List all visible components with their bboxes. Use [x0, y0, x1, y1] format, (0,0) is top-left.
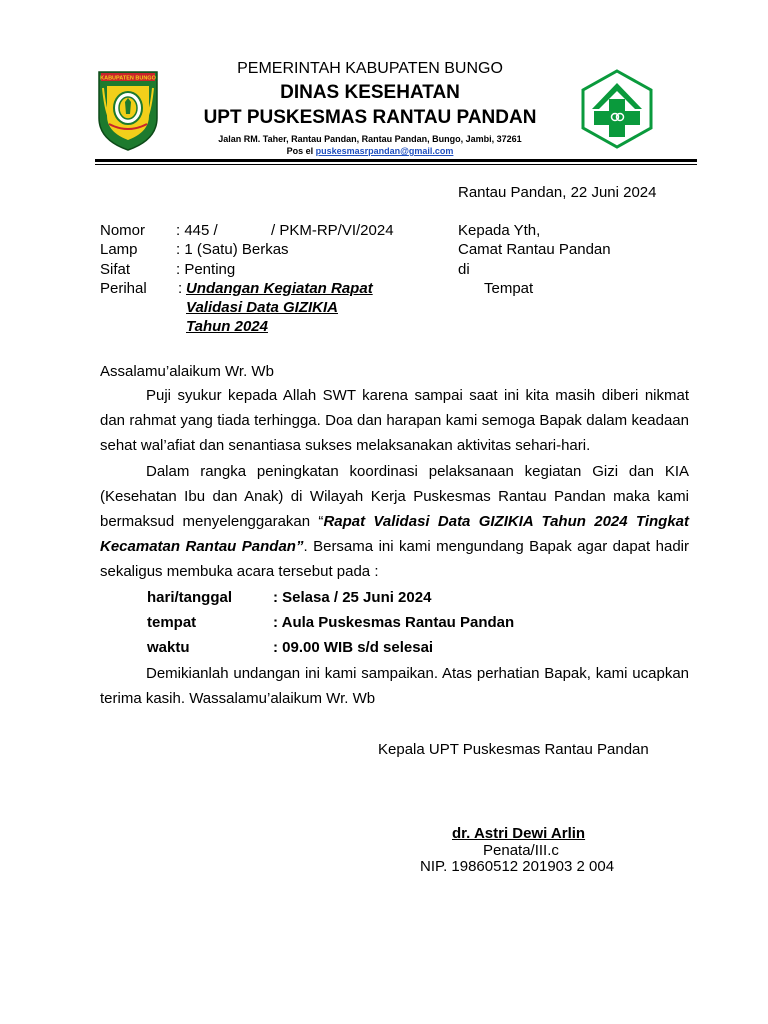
- detail-label-date: hari/tanggal: [147, 589, 233, 606]
- kop-agency: DINAS KESEHATAN: [280, 82, 460, 103]
- signatory-rank: Penata/III.c: [483, 842, 559, 859]
- letterhead-divider: [95, 159, 697, 162]
- paragraph-1-text: Puji syukur kepada Allah SWT karena sampai saat ini kita masih diberi nikmat dan rahmat yang tiada terhingga. Doa dan harapan kami semoga Bapak dalam keadaan sehat wal’afiat dan senantiasa sukses melaksanakan aktivitas sehari-hari.: [100, 387, 689, 454]
- kop-institution: UPT PUSKESMAS RANTAU PANDAN: [203, 107, 537, 128]
- nomor-label: Nomor: [100, 222, 146, 239]
- detail-value-place: : Aula Puskesmas Rantau Pandan: [273, 614, 515, 631]
- kop-address: Jalan RM. Taher, Rantau Pandan, Rantau Pandan, Bungo, Jambi, 37261: [218, 134, 522, 144]
- addressee-line-2: Camat Rantau Pandan: [458, 241, 611, 258]
- letterhead-divider-thin: [95, 164, 697, 165]
- signatory-nip: NIP. 19860512 201903 2 004: [420, 858, 615, 875]
- detail-value-date: : Selasa / 25 Juni 2024: [273, 589, 432, 606]
- detail-label-place: tempat: [147, 614, 197, 631]
- kop-email-line: [160, 146, 580, 156]
- nomor-value: : 445 /: [176, 222, 218, 239]
- signature-title: Kepala UPT Puskesmas Rantau Pandan: [378, 741, 649, 758]
- lamp-value: : 1 (Satu) Berkas: [176, 241, 289, 258]
- perihal-label: Perihal: [100, 280, 147, 297]
- perihal-line-2: Validasi Data GIZIKIA: [186, 299, 338, 316]
- signatory-name: dr. Astri Dewi Arlin: [452, 825, 586, 842]
- event-name: Rapat Validasi Data GIZIKIA Tahun 2024 Tingkat Kecamatan Rantau Pandan”: [100, 513, 689, 555]
- paragraph-2-start: Dalam rangka peningkatan koordinasi pelaksanaan kegiatan Gizi dan KIA (Kesehatan Ibu dan Anak) di Wilayah Kerja Puskesmas Rantau Pandan maka kami bermaksud menyelenggarakan “: [100, 463, 689, 530]
- detail-label-time: waktu: [147, 639, 190, 656]
- closing-text: Demikianlah undangan ini kami sampaikan. Atas perhatian Bapak, kami ucapkan terima kasih. Wassalamu’alaikum Wr. Wb: [100, 665, 689, 707]
- email-prefix: Pos el: [286, 146, 314, 156]
- email-link[interactable]: puskesmasrpandan@gmail.com: [315, 146, 454, 156]
- body-paragraph-2: [100, 459, 689, 584]
- lamp-label: Lamp: [100, 241, 138, 258]
- kop-government: PEMERINTAH KABUPATEN BUNGO: [237, 60, 503, 77]
- body-paragraph-1: [100, 383, 689, 458]
- perihal-line-1: Undangan Kegiatan Rapat: [186, 280, 373, 297]
- perihal-line-3: Tahun 2024: [186, 318, 268, 335]
- closing-paragraph: [100, 661, 689, 711]
- greeting: Assalamu’alaikum Wr. Wb: [100, 363, 274, 380]
- addressee-line-1: Kepada Yth,: [458, 222, 541, 239]
- puskesmas-logo-icon: [580, 69, 654, 149]
- place-date: Rantau Pandan, 22 Juni 2024: [458, 184, 657, 201]
- detail-value-time: : 09.00 WIB s/d selesai: [273, 639, 434, 656]
- sifat-value: : Penting: [176, 261, 236, 278]
- sifat-label: Sifat: [100, 261, 131, 278]
- perihal-colon: :: [178, 280, 183, 297]
- addressee-line-3: di: [458, 261, 470, 278]
- paragraph-2-end: . Bersama ini kami mengundang Bapak agar dapat hadir sekaligus membuka acara tersebut pada :: [100, 538, 689, 580]
- addressee-line-4: Tempat: [484, 280, 534, 297]
- nomor-suffix: / PKM-RP/VI/2024: [271, 222, 394, 239]
- kabupaten-bungo-emblem-icon: [95, 68, 161, 152]
- emblem-text: KABUPATEN BUNGO: [100, 75, 156, 82]
